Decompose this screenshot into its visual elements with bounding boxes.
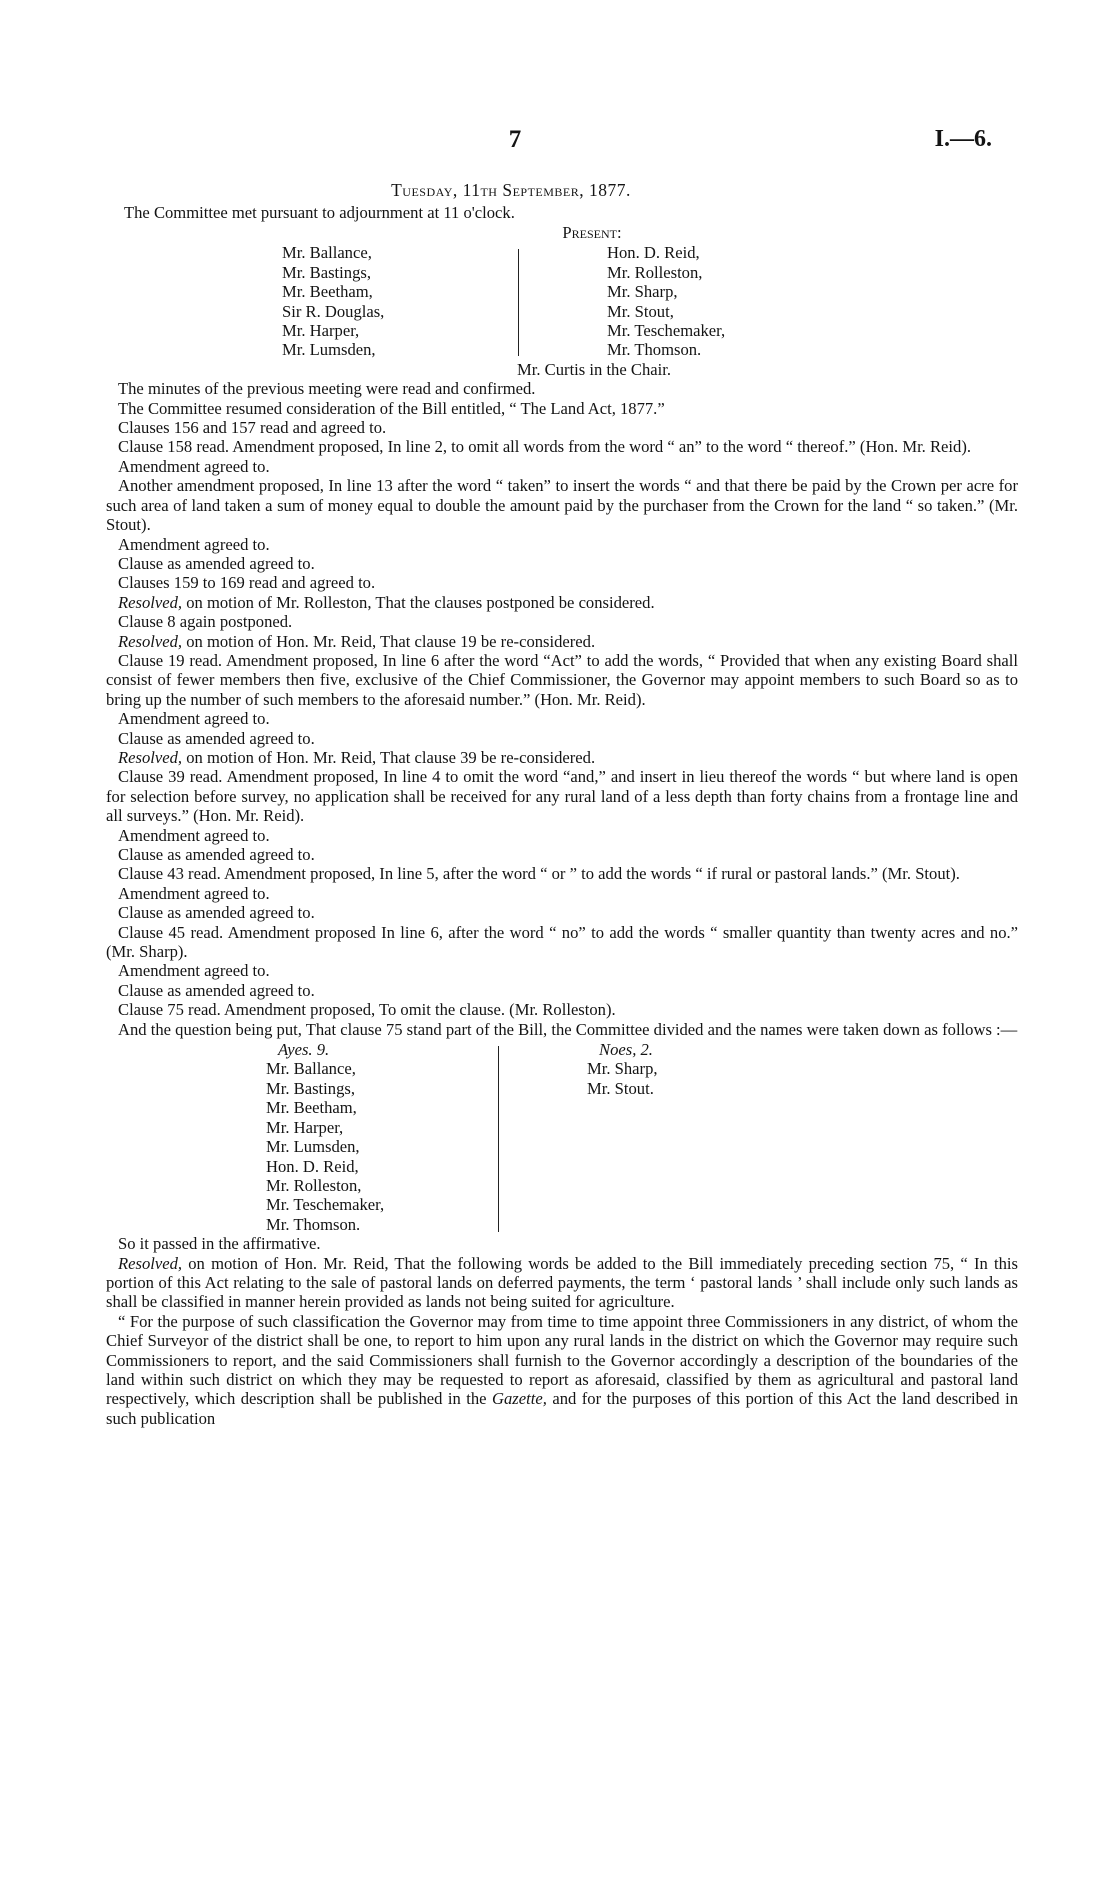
clause-75-paragraph: Clause 75 read. Amendment proposed, To omit the clause. (Mr. Rolleston). bbox=[118, 1000, 616, 1020]
passed-line: So it passed in the affirmative. bbox=[118, 1234, 321, 1254]
minutes-paragraph: Clauses 156 and 157 read and agreed to. bbox=[118, 418, 387, 438]
noe-name: Mr. Sharp, bbox=[587, 1059, 658, 1079]
member-name: Hon. D. Reid, bbox=[607, 243, 700, 263]
clause-19-paragraph: Clause 19 read. Amendment proposed, In line 6 after the word “Act” to add the words, “ Provided that when any existing Board shall consist of fewer members then five, exclusive of the Chief Commissioner, the Governor may appoint members to such Board so as to bring up the number of such members to the aforesaid number.” (Hon. Mr. Reid). bbox=[106, 650, 1018, 709]
minutes-paragraph: Clauses 159 to 169 read and agreed to. bbox=[118, 573, 376, 593]
member-name: Mr. Rolleston, bbox=[607, 262, 703, 282]
amended-line: Clause as amended agreed to. bbox=[118, 845, 315, 864]
clause-43-paragraph: Clause 43 read. Amendment proposed, In line 5, after the word “ or ” to add the words “ if rural or pastoral lands.” (Mr. Stout). bbox=[118, 864, 960, 884]
resolved-paragraph bbox=[106, 748, 1018, 767]
clause-8-paragraph: Clause 8 again postponed. bbox=[118, 612, 293, 632]
present-heading: Present: bbox=[562, 223, 622, 243]
date-heading: Tuesday, 11th September, 1877. bbox=[391, 180, 631, 200]
agreed-line: Amendment agreed to. bbox=[118, 825, 270, 845]
present-right-column bbox=[519, 243, 725, 359]
minutes-paragraph: The Committee resumed consideration of the Bill entitled, “ The Land Act, 1877.” bbox=[118, 398, 665, 418]
agreed-line: Amendment agreed to. bbox=[118, 961, 270, 981]
noe-name: Mr. Stout. bbox=[587, 1078, 654, 1098]
division-list bbox=[106, 1040, 1018, 1234]
series-reference: I.—6. bbox=[934, 126, 992, 152]
chair-line: Mr. Curtis in the Chair. bbox=[517, 359, 671, 379]
resolved-label: Resolved, bbox=[118, 631, 183, 651]
agreed-line: Amendment agreed to. bbox=[118, 883, 270, 903]
resolved-paragraph bbox=[106, 1254, 1018, 1312]
aye-name: Mr. Ballance, bbox=[266, 1059, 356, 1079]
resolved-paragraph bbox=[106, 632, 1018, 651]
aye-name: Mr. Thomson. bbox=[266, 1214, 361, 1234]
aye-name: Mr. Bastings, bbox=[266, 1078, 355, 1098]
noes-column bbox=[499, 1040, 658, 1234]
clause-45-paragraph: Clause 45 read. Amendment proposed In line 6, after the word “ no” to add the words “ smaller quantity than twenty acres and no.” (Mr. Sharp). bbox=[106, 922, 1018, 962]
classification-paragraph: “ For the purpose of such classification the Governor may from time to time appoint three Commissioners in any district, of whom the Chief Surveyor of the district shall be one, to report to him upon any rural lands in the district on which the Governor may require such Commissioners to report, and the said Commissioners shall furnish to the Governor accordingly a description of the boundaries of the land within such district on which they may be requested to report as aforesaid, classified by them as agricultural and pastoral land respectively, which description shall be published in the Gazette, and for the purposes of this portion of this Act the land described in such publication bbox=[106, 1311, 1018, 1428]
present-members bbox=[106, 243, 1018, 359]
member-name: Sir R. Douglas, bbox=[282, 301, 385, 321]
aye-name: Mr. Lumsden, bbox=[266, 1137, 360, 1157]
member-name: Mr. Ballance, bbox=[282, 243, 372, 263]
agreed-line: Amendment agreed to. bbox=[118, 709, 270, 729]
minutes-paragraph: Another amendment proposed, In line 13 after the word “ taken” to insert the words “ and that there be paid by the Crown per acre for such area of land taken a sum of money equal to double the amount paid by the purchaser from the Crown for the land “ so taken.” (Mr. Stout). bbox=[106, 476, 1018, 535]
resolved-text: on motion of Hon. Mr. Reid, That clause 19 be re-considered. bbox=[182, 631, 596, 651]
aye-name: Hon. D. Reid, bbox=[266, 1156, 359, 1176]
resolved-paragraph bbox=[106, 593, 1018, 612]
page-number: 7 bbox=[508, 126, 522, 153]
clause-39-paragraph: Clause 39 read. Amendment proposed, In line 4 to omit the word “and,” and insert in lieu thereof the words “ but where land is open for selection before survey, no application shall be received for any rural land of a less depth than forty chains from a frontage line and all surveys.” (Hon. Mr. Reid). bbox=[106, 767, 1018, 826]
gazette-word: Gazette, bbox=[492, 1389, 547, 1409]
member-name: Mr. Bastings, bbox=[282, 262, 371, 282]
member-name: Mr. Sharp, bbox=[607, 282, 678, 302]
member-name: Mr. Thomson. bbox=[607, 340, 702, 360]
minutes-paragraph: Amendment agreed to. bbox=[118, 456, 270, 476]
aye-name: Mr. Teschemaker, bbox=[266, 1195, 385, 1215]
aye-name: Mr. Rolleston, bbox=[266, 1175, 362, 1195]
amended-line: Clause as amended agreed to. bbox=[118, 903, 315, 923]
resolved-label: Resolved, bbox=[118, 747, 183, 767]
minutes-paragraph: Clause as amended agreed to. bbox=[118, 553, 315, 573]
minutes-body bbox=[106, 203, 1018, 1428]
ayes-names bbox=[266, 1059, 498, 1234]
aye-name: Mr. Harper, bbox=[266, 1117, 344, 1137]
member-name: Mr. Harper, bbox=[282, 321, 360, 341]
resolved-text: on motion of Hon. Mr. Reid, That clause 39 be re-considered. bbox=[182, 747, 596, 767]
resolved-text: on motion of Mr. Rolleston, That the clauses postponed be considered. bbox=[182, 592, 655, 612]
member-name: Mr. Lumsden, bbox=[282, 340, 376, 360]
question-paragraph: And the question being put, That clause 75 stand part of the Bill, the Committee divided and the names were taken down as follows :— bbox=[118, 1019, 1018, 1039]
amended-line: Clause as amended agreed to. bbox=[118, 728, 315, 748]
member-name: Mr. Stout, bbox=[607, 301, 674, 321]
minutes-paragraphs bbox=[106, 379, 1018, 592]
member-name: Mr. Beetham, bbox=[282, 282, 373, 302]
resolved-label: Resolved, bbox=[118, 1253, 183, 1273]
noes-heading: Noes, 2. bbox=[599, 1040, 653, 1060]
minutes-paragraph: Clause 158 read. Amendment proposed, In line 2, to omit all words from the word “ an” to the word “ thereof.” (Hon. Mr. Reid). bbox=[118, 437, 971, 457]
amended-line: Clause as amended agreed to. bbox=[118, 980, 315, 1000]
resolved-label: Resolved, bbox=[118, 592, 183, 612]
intro-paragraph: The Committee met pursuant to adjournment at 11 o'clock. bbox=[124, 203, 515, 222]
aye-name: Mr. Beetham, bbox=[266, 1098, 357, 1118]
minutes-paragraph: The minutes of the previous meeting were read and confirmed. bbox=[118, 379, 536, 399]
minutes-paragraph: Amendment agreed to. bbox=[118, 534, 270, 554]
present-left-column bbox=[106, 243, 518, 359]
member-name: Mr. Teschemaker, bbox=[607, 321, 726, 341]
resolved-text: on motion of Hon. Mr. Reid, That the following words be added to the Bill immediately preceding section 75, “ In this portion of this Act relating to the sale of pastoral lands on deferred payments, the term ‘ pastoral lands ’ shall include only such lands as shall be classified in manner herein provided as lands not being suited for agriculture. bbox=[106, 1253, 1018, 1312]
ayes-heading: Ayes. 9. bbox=[278, 1040, 330, 1060]
noes-names bbox=[587, 1059, 658, 1098]
ayes-column bbox=[106, 1040, 498, 1234]
